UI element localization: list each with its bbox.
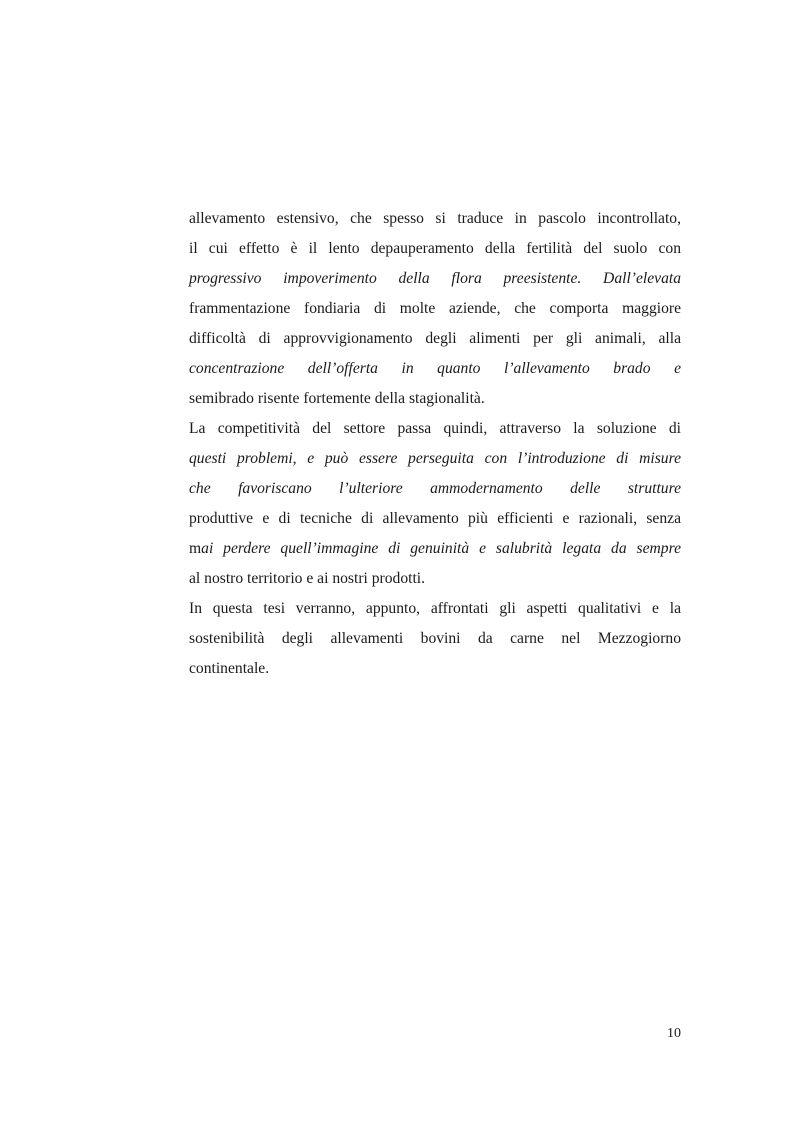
text-line: In questa tesi verranno, appunto, affrontati gli aspetti qualitativi e la — [189, 600, 681, 617]
text-line: produttive e di tecniche di allevamento più efficienti e razionali, senza — [189, 510, 681, 527]
text-line: progressivo impoverimento della flora preesistente. Dall’elevata — [189, 270, 681, 287]
text-line: che favoriscano l’ulteriore ammodernamento delle strutture — [189, 480, 681, 497]
text-line: sostenibilità degli allevamenti bovini da carne nel Mezzogiorno — [189, 630, 681, 647]
text-line: questi problemi, e può essere perseguita con l’introduzione di misure — [189, 450, 681, 467]
text-line: difficoltà di approvvigionamento degli alimenti per gli animali, alla — [189, 330, 681, 347]
text-line: il cui effetto è il lento depauperamento della fertilità del suolo con — [189, 240, 681, 257]
text-line: frammentazione fondiaria di molte aziende, che comporta maggiore — [189, 300, 681, 317]
text-line: concentrazione dell’offerta in quanto l’allevamento brado e — [189, 360, 681, 377]
body-text — [189, 204, 681, 684]
text-line: semibrado risente fortemente della stagionalità. — [189, 390, 485, 407]
text-line: allevamento estensivo, che spesso si traduce in pascolo incontrollato, — [189, 210, 681, 227]
page-number: 10 — [667, 1026, 681, 1041]
text-line: al nostro territorio e ai nostri prodotti. — [189, 570, 426, 587]
text-line: mai perdere quell’immagine di genuinità e salubrità legata da sempre — [189, 540, 681, 557]
text-line: continentale. — [189, 660, 270, 677]
text-line: La competitività del settore passa quindi, attraverso la soluzione di — [189, 420, 681, 437]
